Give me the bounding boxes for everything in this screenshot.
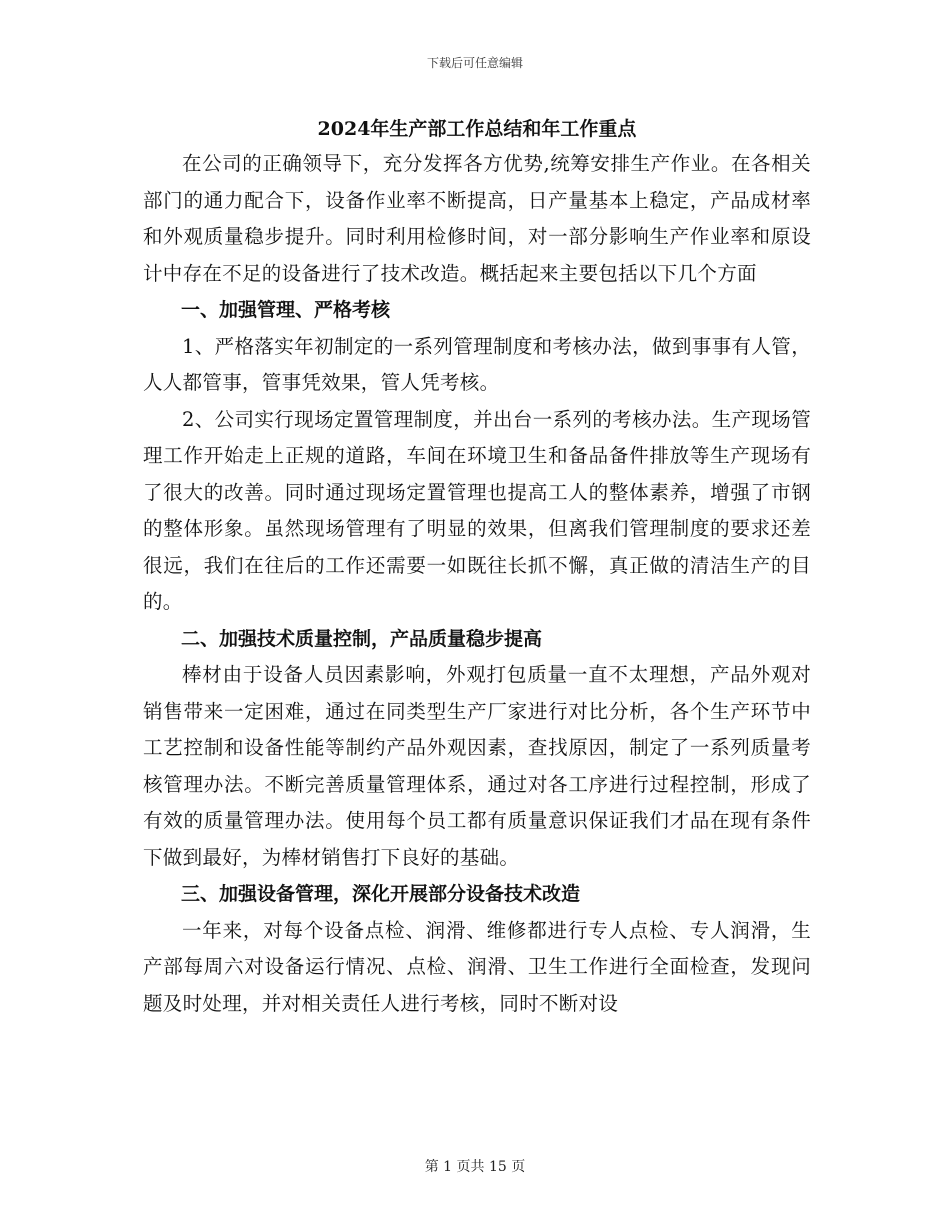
intro-paragraph: 在公司的正确领导下，充分发挥各方优势,统筹安排生产作业。在各相关部门的通力配合下，设备作业率不断提高，日产量基本上稳定，产品成材率和外观质量稳步提升。同时利用检修时间，对一部分影响生产作业率和原设计中存在不足的设备进行了技术改造。概括起来主要包括以下几个方面 xyxy=(143,152,811,285)
document-body xyxy=(143,112,811,1022)
section-2-heading: 二、加强技术质量控制，产品质量稳步提高 xyxy=(181,627,543,650)
section-1-heading: 一、加强管理、严格考核 xyxy=(181,299,391,321)
section-3-paragraph-1: 一年来，对每个设备点检、润滑、维修都进行专人点检、专人润滑，生产部每周六对设备运行情况、点检、润滑、卫生工作进行全面检查，发现问题及时处理，并对相关责任人进行考核，同时不断对设 xyxy=(143,918,811,1015)
page-header-note: 下载后可任意编辑 xyxy=(426,56,523,70)
section-1-paragraph-1: 1、严格落实年初制定的一系列管理制度和考核办法，做到事事有人管，人人都管事，管事凭效果，管人凭考核。 xyxy=(143,334,811,394)
section-1-paragraph-2: 2、公司实行现场定置管理制度，并出台一系列的考核办法。生产现场管理工作开始走上正规的道路，车间在环境卫生和备品备件排放等生产现场有了很大的改善。同时通过现场定置管理也提高工人的整体素养，增强了市钢的整体形象。虽然现场管理有了明显的效果，但离我们管理制度的要求还差很远，我们在往后的工作还需要一如既往长抓不懈，真正做的清洁生产的目的。 xyxy=(143,407,811,613)
section-2-paragraph-1: 棒材由于设备人员因素影响，外观打包质量一直不太理想，产品外观对销售带来一定困难，通过在同类型生产厂家进行对比分析，各个生产环节中工艺控制和设备性能等制约产品外观因素，查找原因，制定了一系列质量考核管理办法。不断完善质量管理体系，通过对各工序进行过程控制，形成了有效的质量管理办法。使用每个员工都有质量意识保证我们才品在现有条件下做到最好，为棒材销售打下良好的基础。 xyxy=(143,663,811,869)
document-title: 2024年生产部工作总结和年工作重点 xyxy=(317,118,637,140)
page-number-footer: 第 1 页共 15 页 xyxy=(424,1159,526,1175)
section-3-heading: 三、加强设备管理，深化开展部分设备技术改造 xyxy=(181,883,581,905)
